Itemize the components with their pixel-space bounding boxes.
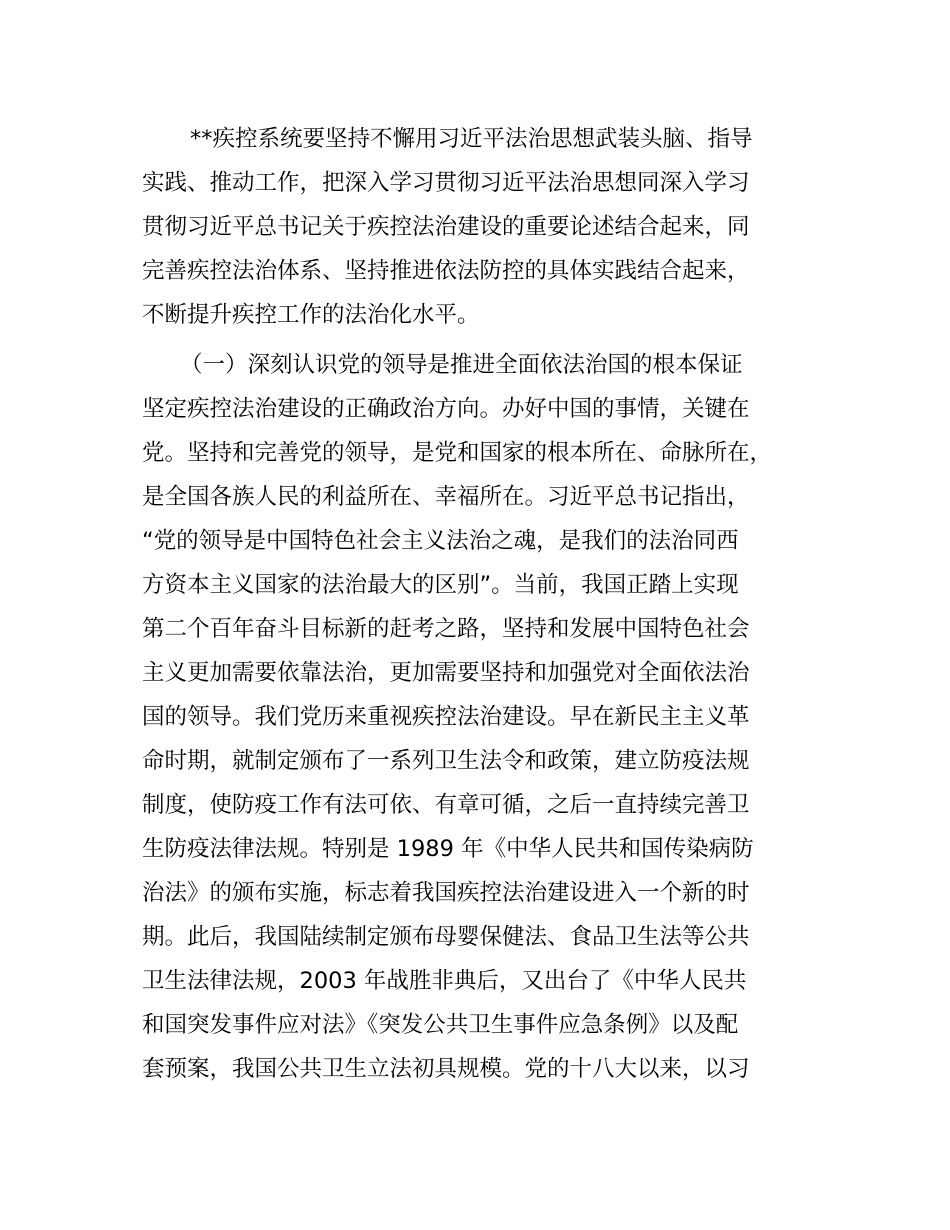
- paragraph-2-line-5: “党的领导是中国特色社会主义法治之魂，是我们的法治同西: [142, 528, 739, 554]
- paragraph-2-line-9: 国的领导。我们党历来重视疾控法治建设。早在新民主主义革: [142, 704, 750, 730]
- paragraph-1-line-3: 贯彻习近平总书记关于疾控法治建设的重要论述结合起来，同: [142, 214, 750, 240]
- paragraph-2-line-11: 制度，使防疫工作有法可依、有章可循，之后一直持续完善卫: [142, 792, 750, 818]
- paragraph-2-line-2: 坚定疾控法治建设的正确政治方向。办好中国的事情，关键在: [142, 396, 750, 422]
- paragraph-2-line-14: 期。此后，我国陆续制定颁布母婴保健法、食品卫生法等公共: [142, 924, 750, 950]
- paragraph-1-line-4: 完善疾控法治体系、坚持推进依法防控的具体实践结合起来，: [142, 258, 750, 284]
- paragraph-2-line-8: 主义更加需要依靠法治，更加需要坚持和加强党对全面依法治: [142, 660, 750, 686]
- paragraph-2-line-4: 是全国各族人民的利益所在、幸福所在。习近平总书记指出，: [142, 484, 750, 510]
- paragraph-2-line-10: 命时期，就制定颁布了一系列卫生法令和政策，建立防疫法规: [142, 748, 750, 774]
- paragraph-1-line-2: 实践、推动工作，把深入学习贯彻习近平法治思想同深入学习: [142, 170, 750, 196]
- paragraph-2-line-1: （一）深刻认识党的领导是推进全面依法治国的根本保证: [180, 352, 743, 378]
- paragraph-2-line-7: 第二个百年奋斗目标新的赶考之路，坚持和发展中国特色社会: [142, 616, 750, 642]
- paragraph-2-line-15: 卫生法律法规，2003 年战胜非典后，又出台了《中华人民共: [142, 968, 747, 994]
- paragraph-2-line-13: 治法》的颁布实施，标志着我国疾控法治建设进入一个新的时: [142, 880, 750, 906]
- paragraph-2-line-12: 生防疫法律法规。特别是 1989 年《中华人民共和国传染病防: [142, 836, 754, 862]
- paragraph-2-line-17: 套预案，我国公共卫生立法初具规模。党的十八大以来，以习: [142, 1056, 750, 1082]
- paragraph-2-line-16: 和国突发事件应对法》《突发公共卫生事件应急条例》以及配: [142, 1012, 739, 1038]
- paragraph-1-line-5: 不断提升疾控工作的法治化水平。: [142, 302, 480, 328]
- paragraph-2-line-3: 党。坚持和完善党的领导，是党和国家的根本所在、命脉所在，: [142, 440, 773, 466]
- paragraph-2-line-6: 方资本主义国家的法治最大的区别”。当前，我国正踏上实现: [142, 572, 739, 598]
- paragraph-1-line-1: **疾控系统要坚持不懈用习近平法治思想武装头脑、指导: [190, 126, 753, 152]
